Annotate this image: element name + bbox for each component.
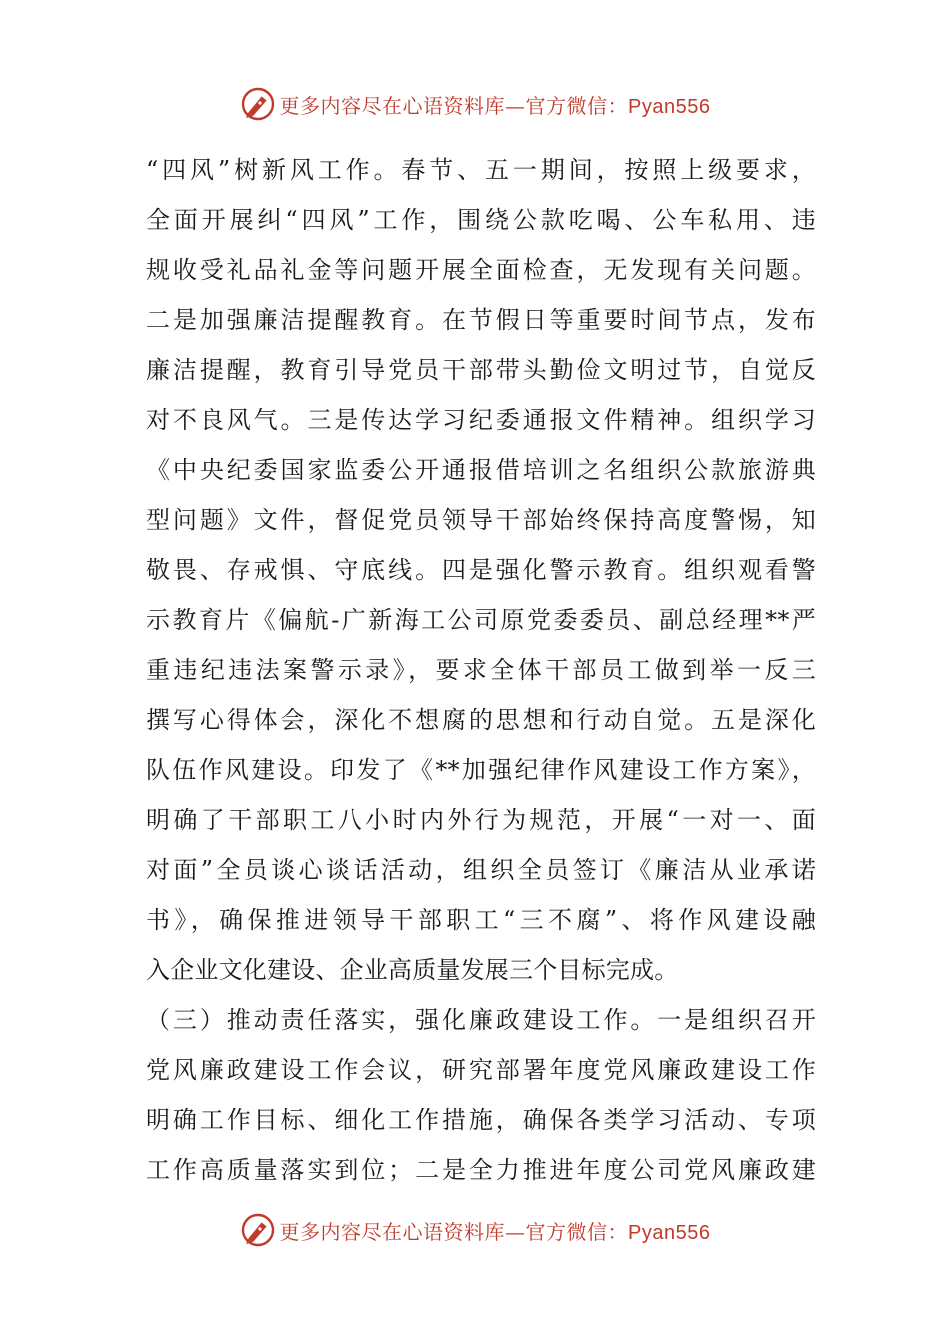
body-line: 型问题》文件，督促党员领导干部始终保持高度警惕，知 [146,506,816,534]
body-line: 撰写心得体会，深化不想腐的思想和行动自觉。五是深化 [146,706,816,734]
body-line: 《中央纪委国家监委公开通报借培训之名组织公款旅游典 [146,456,816,484]
body-line: 廉洁提醒，教育引导党员干部带头勤俭文明过节，自觉反 [146,356,816,384]
document-body [146,145,816,1195]
banner-wechat-handle: Pyan556 [628,95,711,118]
body-line: “四风”树新风工作。春节、五一期间，按照上级要求， [146,156,816,184]
body-line: 书》，确保推进领导干部职工“三不腐”、将作风建设融 [146,906,816,934]
body-line: 对面”全员谈心谈话活动，组织全员签订《廉洁从业承诺 [146,856,816,884]
pen-nib-logo-icon [240,86,276,122]
body-line: 入企业文化建设、企业高质量发展三个目标完成。 [146,956,679,984]
footer-banner [0,1208,950,1252]
body-line: 明确了干部职工八小时内外行为规范，开展“一对一、面 [146,806,816,834]
body-line: 明确工作目标、细化工作措施，确保各类学习活动、专项 [146,1106,816,1134]
body-line: 工作高质量落实到位；二是全力推进年度公司党风廉政建 [146,1156,816,1184]
body-line: 二是加强廉洁提醒教育。在节假日等重要时间节点，发布 [146,306,816,334]
body-line: 党风廉政建设工作会议，研究部署年度党风廉政建设工作 [146,1056,816,1084]
banner-text-main: 更多内容尽在心语资料库—官方微信： [279,93,629,118]
banner-text [280,90,711,119]
body-line: 规收受礼品礼金等问题开展全面检查，无发现有关问题。 [146,256,816,284]
header-banner [0,82,950,126]
body-line: 全面开展纠“四风”工作，围绕公款吃喝、公车私用、违 [146,206,816,234]
body-line: （三）推动责任落实，强化廉政建设工作。一是组织召开 [146,1006,816,1034]
pen-nib-logo-icon [240,1212,276,1248]
body-line: 敬畏、存戒惧、守底线。四是强化警示教育。组织观看警 [146,556,816,584]
banner-wechat-handle: Pyan556 [628,1221,711,1244]
body-line: 队伍作风建设。印发了《**加强纪律作风建设工作方案》， [146,756,816,784]
body-line: 对不良风气。三是传达学习纪委通报文件精神。组织学习 [146,406,816,434]
banner-text [280,1216,711,1245]
banner-text-main: 更多内容尽在心语资料库—官方微信： [279,1219,629,1244]
body-line: 重违纪违法案警示录》，要求全体干部员工做到举一反三 [146,656,816,684]
body-line: 示教育片《偏航-广新海工公司原党委委员、副总经理**严 [146,606,816,634]
